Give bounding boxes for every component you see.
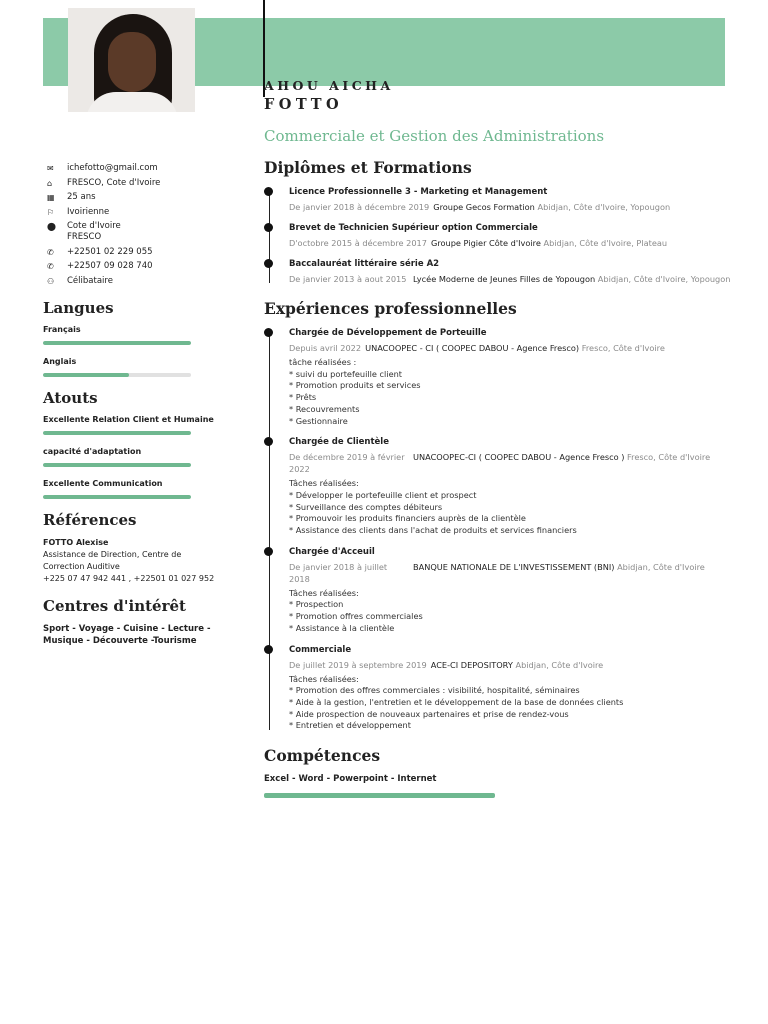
contact-text: FRESCO, Cote d'Ivoire bbox=[67, 177, 161, 188]
entry-location: Abidjan, Côte d'Ivoire bbox=[515, 659, 604, 670]
experience-timeline bbox=[264, 327, 734, 732]
entry-meta bbox=[289, 273, 734, 285]
entry-date: D'octobre 2015 à décembre 2017 bbox=[289, 238, 427, 248]
main-content bbox=[264, 158, 734, 798]
job-title: Commerciale et Gestion des Administrations bbox=[264, 127, 605, 145]
description-line: * Promouvoir les produits financiers auprès de la clientèle bbox=[289, 513, 526, 524]
profile-photo bbox=[68, 8, 195, 112]
description-line: * Prospection bbox=[289, 599, 344, 610]
timeline-dot bbox=[264, 187, 273, 196]
contact-item bbox=[43, 261, 218, 272]
entry-meta bbox=[289, 451, 734, 475]
contact-text: 25 ans bbox=[67, 192, 96, 202]
contact-text: +22501 02 229 055 bbox=[67, 246, 153, 257]
entry-title: Licence Professionnelle 3 - Marketing et Management bbox=[289, 187, 548, 197]
entry-date: De décembre 2019 à février 2022 bbox=[289, 452, 405, 475]
contact-item bbox=[43, 163, 218, 174]
entry-description bbox=[289, 674, 734, 733]
languages-level-fill bbox=[43, 341, 191, 345]
entry-location: Abidjan, Côte d'Ivoire, Yopougon bbox=[597, 274, 731, 284]
experience-entry bbox=[289, 436, 734, 537]
entry-location: Fresco, Côte d'Ivoire bbox=[581, 343, 665, 353]
description-line: * Aide prospection de nouveaux partenaires et prise de rendez-vous bbox=[289, 708, 569, 719]
phone-icon: ✆ bbox=[47, 262, 54, 271]
description-line: * Promotion produits et services bbox=[289, 380, 421, 391]
people-icon: ⚇ bbox=[47, 276, 55, 286]
contact-item bbox=[43, 221, 218, 243]
contact-list bbox=[43, 163, 218, 287]
skills-bar bbox=[264, 793, 495, 798]
entry-location: Fresco, Côte d'Ivoire bbox=[627, 452, 711, 463]
description-line: tâche réalisées : bbox=[289, 357, 357, 367]
strengths-level-fill bbox=[43, 431, 191, 435]
reference-phones: +225 07 47 942 441 , +22501 01 027 952 bbox=[43, 573, 215, 583]
entry-org-location bbox=[413, 561, 705, 585]
entry-title: Chargée de Développement de Porteuille bbox=[289, 328, 487, 338]
contact-item bbox=[43, 247, 218, 258]
entry-date: De janvier 2018 à juillet 2018 bbox=[289, 561, 388, 584]
description-line: Tâches réalisées: bbox=[289, 673, 359, 684]
entry-title: Chargée d'Acceuil bbox=[289, 546, 375, 557]
references-heading: Références bbox=[43, 510, 137, 529]
entry-description bbox=[289, 357, 734, 427]
contact-text: Ivoirienne bbox=[67, 206, 110, 217]
email-icon: ✉ bbox=[47, 164, 54, 173]
entry-date: De janvier 2018 à décembre 2019 bbox=[289, 202, 430, 212]
timeline-line bbox=[269, 190, 270, 283]
calendar-icon: ▦ bbox=[47, 193, 55, 202]
languages-level-bar bbox=[43, 373, 191, 377]
strengths-item bbox=[43, 415, 218, 435]
entry-organization: Groupe Gecos Formation bbox=[433, 202, 535, 212]
experience-entry bbox=[289, 327, 734, 427]
entry-meta bbox=[289, 342, 734, 354]
reference-name: FOTTO Alexise bbox=[43, 537, 109, 547]
location-icon: ⬤ bbox=[47, 222, 56, 231]
entry-organization: Lycée Moderne de Jeunes Filles de Yopougon bbox=[413, 274, 596, 284]
contact-item bbox=[43, 192, 218, 203]
strengths-label: Excellente Communication bbox=[43, 478, 163, 488]
timeline-dot bbox=[264, 645, 273, 654]
strengths-heading: Atouts bbox=[43, 388, 98, 407]
strengths-level-bar bbox=[43, 495, 191, 499]
strengths-item bbox=[43, 479, 218, 499]
description-line: * Promotion offres commerciales bbox=[289, 611, 423, 622]
education-timeline bbox=[264, 186, 734, 285]
entry-org-location bbox=[433, 201, 670, 213]
timeline-dot bbox=[264, 223, 273, 232]
contact-item bbox=[43, 276, 218, 287]
contact-item bbox=[43, 178, 218, 189]
contact-text: +22507 09 028 740 bbox=[67, 261, 153, 271]
timeline-line bbox=[269, 331, 270, 730]
skills-text: Excel - Word - Powerpoint - Internet bbox=[264, 774, 437, 785]
timeline-dot bbox=[264, 328, 273, 337]
strengths-level-bar bbox=[43, 463, 191, 467]
experience-heading: Expériences professionnelles bbox=[264, 299, 517, 318]
description-line: * Aide à la gestion, l'entretien et le développement de la base de données clients bbox=[289, 696, 624, 707]
entry-organization: BANQUE NATIONALE DE L'INVESTISSEMENT (BNI) bbox=[413, 561, 615, 572]
photo-face bbox=[108, 32, 156, 92]
education-entry bbox=[289, 222, 734, 249]
contact-text: Cote d'Ivoire FRESCO bbox=[67, 221, 121, 242]
languages-item bbox=[43, 325, 218, 345]
education-entry bbox=[289, 258, 734, 285]
entry-title: Baccalauréat littéraire série A2 bbox=[289, 259, 440, 269]
strengths-level-bar bbox=[43, 431, 191, 435]
interests-text: Sport - Voyage - Cuisine - Lecture - Musique - Découverte -Tourisme bbox=[43, 623, 211, 646]
home-icon: ⌂ bbox=[47, 178, 53, 188]
description-line: * Assistance à la clientèle bbox=[289, 622, 395, 633]
entry-org-location bbox=[413, 273, 730, 285]
entry-meta bbox=[289, 201, 734, 213]
education-entry bbox=[289, 186, 734, 213]
entry-organization: UNACOOPEC - CI ( COOPEC DABOU - Agence Fresco) bbox=[365, 343, 580, 353]
education-heading: Diplômes et Formations bbox=[264, 158, 472, 177]
entry-description bbox=[289, 588, 734, 635]
reference-role: Assistance de Direction, Centre de Correction Auditive bbox=[43, 549, 182, 571]
timeline-dot bbox=[264, 437, 273, 446]
reference-block bbox=[43, 537, 218, 585]
entry-title: Commerciale bbox=[289, 644, 352, 655]
experience-entry bbox=[289, 644, 734, 733]
entry-date: De juillet 2019 à septembre 2019 bbox=[289, 659, 427, 670]
strengths-level-fill bbox=[43, 463, 191, 467]
languages-list bbox=[43, 325, 218, 377]
entry-location: Abidjan, Côte d'Ivoire bbox=[617, 561, 705, 572]
entry-meta bbox=[289, 659, 734, 671]
experience-entry bbox=[289, 546, 734, 635]
languages-item bbox=[43, 357, 218, 377]
contact-text: ichefotto@gmail.com bbox=[67, 163, 158, 173]
entry-organization: ACE-CI DEPOSITORY bbox=[430, 659, 513, 670]
last-name: FOTTO bbox=[264, 96, 344, 113]
languages-level-bar bbox=[43, 341, 191, 345]
contact-text: Célibataire bbox=[67, 275, 113, 286]
flag-icon: ⚐ bbox=[47, 207, 55, 217]
description-line: * suivi du portefeuille client bbox=[289, 368, 403, 379]
entry-title: Chargée de Clientèle bbox=[289, 437, 389, 448]
description-line: * Surveillance des comptes débiteurs bbox=[289, 501, 443, 512]
description-line: * Recouvrements bbox=[289, 403, 360, 414]
strengths-item bbox=[43, 447, 218, 467]
entry-date: De janvier 2013 à aout 2015 bbox=[289, 274, 407, 284]
strengths-level-fill bbox=[43, 495, 191, 499]
description-line: Tâches réalisées: bbox=[289, 478, 359, 489]
entry-org-location bbox=[431, 237, 667, 249]
entry-date: Depuis avril 2022 bbox=[289, 343, 362, 353]
entry-organization: Groupe Pigier Côte d'Ivoire bbox=[430, 238, 541, 248]
first-name: AHOU AICHA bbox=[264, 78, 394, 93]
entry-org-location bbox=[413, 451, 710, 475]
description-line: * Entretien et développement bbox=[289, 720, 411, 731]
description-line: Tâches réalisées: bbox=[289, 587, 359, 598]
timeline-dot bbox=[264, 547, 273, 556]
description-line: * Développer le portefeuille client et prospect bbox=[289, 489, 477, 500]
entry-description bbox=[289, 478, 734, 537]
entry-organization: UNACOOPEC-CI ( COOPEC DABOU - Agence Fresco ) bbox=[413, 452, 625, 463]
description-line: * Prêts bbox=[289, 392, 317, 403]
entry-meta bbox=[289, 237, 734, 249]
entry-location: Abidjan, Côte d'Ivoire, Yopougon bbox=[537, 202, 671, 212]
description-line: * Assistance des clients dans l'achat de produits et services financiers bbox=[289, 525, 577, 536]
languages-heading: Langues bbox=[43, 298, 114, 317]
entry-title: Brevet de Technicien Supérieur option Commerciale bbox=[289, 223, 538, 233]
strengths-label: Excellente Relation Client et Humaine bbox=[43, 414, 214, 424]
languages-level-fill bbox=[43, 373, 129, 377]
sidebar bbox=[43, 163, 218, 647]
entry-org-location bbox=[365, 342, 665, 354]
phone-icon: ✆ bbox=[47, 247, 54, 257]
skills-heading: Compétences bbox=[264, 746, 381, 766]
contact-item bbox=[43, 207, 218, 218]
entry-location: Abidjan, Côte d'Ivoire, Plateau bbox=[543, 238, 668, 248]
languages-label: Français bbox=[43, 324, 81, 334]
strengths-label: capacité d'adaptation bbox=[43, 446, 142, 456]
description-line: * Gestionnaire bbox=[289, 415, 348, 426]
entry-meta bbox=[289, 561, 734, 585]
strengths-list bbox=[43, 415, 218, 499]
entry-org-location bbox=[431, 659, 603, 671]
timeline-dot bbox=[264, 259, 273, 268]
languages-label: Anglais bbox=[43, 356, 77, 366]
interests-heading: Centres d'intérêt bbox=[43, 596, 186, 615]
description-line: * Promotion des offres commerciales : visibilité, hospitalité, séminaires bbox=[289, 685, 580, 696]
